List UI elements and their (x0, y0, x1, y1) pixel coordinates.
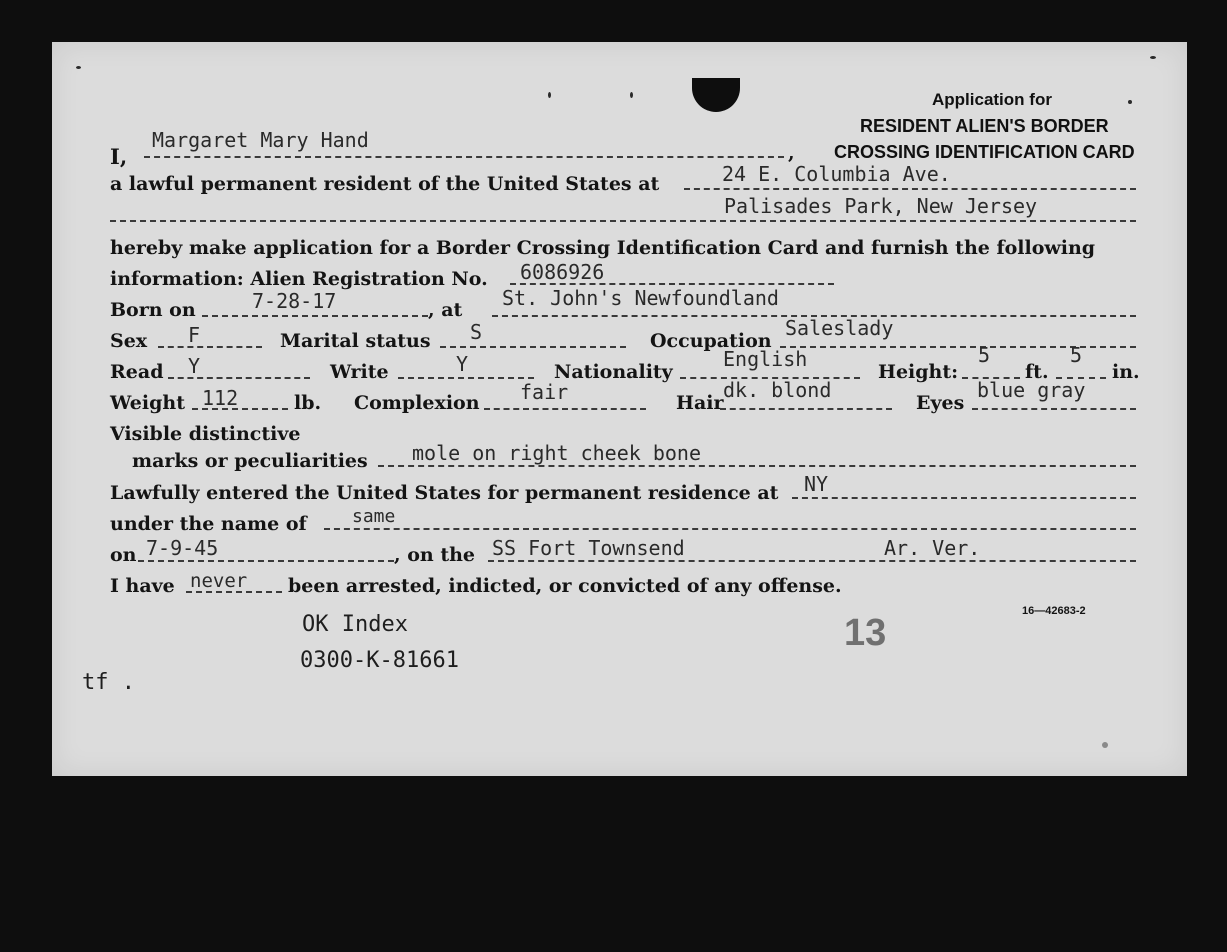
punch-hole (692, 78, 740, 112)
line-born-date (202, 315, 428, 317)
border-crossing-application-card (52, 42, 1187, 776)
label-sex: Sex (110, 330, 148, 352)
value-date-entered: 7-9-45 (146, 536, 219, 560)
header-line-3: CROSSING IDENTIFICATION CARD (834, 142, 1135, 162)
speck (1102, 742, 1108, 748)
line-marks (378, 465, 1136, 467)
speck (548, 92, 551, 98)
line-marital (440, 346, 626, 348)
label-complexion: Complexion (354, 392, 480, 414)
value-arrival-note: Ar. Ver. (884, 536, 981, 560)
value-name-entered: same (352, 506, 396, 527)
label-arrested: been arrested, indicted, or convicted of any offense. (288, 575, 842, 597)
value-complexion: fair (520, 380, 569, 404)
label-have: I have (110, 575, 175, 597)
line-port (792, 497, 1136, 499)
value-sex: F (188, 323, 201, 347)
label-in: in. (1112, 361, 1140, 383)
label-entered: Lawfully entered the United States for permanent residence at (110, 482, 779, 504)
speck (630, 92, 633, 98)
label-under-name: under the name of (110, 513, 307, 535)
value-name: Margaret Mary Hand (152, 128, 369, 152)
value-read: Y (188, 354, 201, 378)
line-name-entered (324, 528, 1136, 530)
value-height-in: 5 (1070, 343, 1083, 367)
label-comma: , (788, 142, 795, 164)
line-never (186, 591, 282, 593)
value-address-1: 24 E. Columbia Ave. (722, 162, 951, 186)
header-line-1: Application for (932, 90, 1052, 109)
speck (76, 66, 81, 69)
label-on-the: , on the (394, 544, 476, 566)
value-marital: S (470, 320, 483, 344)
label-born-on: Born on (110, 299, 196, 321)
label-occupation: Occupation (650, 330, 772, 352)
big-number-stamp: 13 (844, 612, 887, 654)
line-alien-reg (510, 283, 834, 285)
label-i: I, (110, 144, 128, 169)
label-lb: lb. (294, 392, 322, 414)
line-occupation (780, 346, 1136, 348)
label-visible: Visible distinctive (110, 423, 301, 445)
speck (1150, 56, 1156, 59)
value-born-date: 7-28-17 (252, 289, 337, 313)
value-alien-reg: 6086926 (520, 260, 605, 284)
line-write (398, 377, 534, 379)
label-weight: Weight (110, 392, 185, 414)
label-hair: Hair (676, 392, 724, 414)
line-read (168, 377, 310, 379)
line-weight (192, 408, 288, 410)
label-ft: ft. (1025, 361, 1049, 383)
label-read: Read (110, 361, 164, 383)
value-marks: mole on right cheek bone (412, 441, 701, 465)
label-height: Height: (878, 361, 959, 383)
line-address-1 (684, 188, 1136, 190)
value-nationality: English (723, 347, 808, 371)
label-eyes: Eyes (916, 392, 965, 414)
label-write: Write (330, 361, 389, 383)
value-never: never (190, 570, 248, 592)
value-eyes: blue gray (977, 378, 1086, 402)
form-number: 16—42683-2 (1022, 605, 1086, 617)
line-ship (488, 560, 1136, 562)
line-sex (158, 346, 262, 348)
value-hair: dk. blond (723, 378, 832, 402)
label-alien-reg: information: Alien Registration No. (110, 268, 488, 290)
line-date-entered (138, 560, 394, 562)
value-weight: 112 (202, 386, 239, 410)
value-ship: SS Fort Townsend (492, 536, 685, 560)
value-height-ft: 5 (978, 343, 991, 367)
line-complexion (484, 408, 646, 410)
line-name (144, 156, 784, 158)
initials: tf . (82, 670, 135, 695)
label-resident-at: a lawful permanent resident of the United States at (110, 173, 660, 195)
label-nationality: Nationality (554, 361, 673, 383)
value-write: Y (456, 352, 469, 376)
line-address-2 (110, 220, 1136, 222)
label-on: on (110, 544, 137, 566)
value-occupation: Saleslady (785, 316, 894, 340)
value-born-place: St. John's Newfoundland (502, 286, 779, 310)
value-address-2: Palisades Park, New Jersey (724, 194, 1038, 218)
line-eyes (972, 408, 1136, 410)
label-hereby: hereby make application for a Border Crossing Identification Card and furnish the following (110, 237, 1096, 259)
label-at: , at (428, 299, 463, 321)
speck (1128, 100, 1132, 104)
line-hair (720, 408, 892, 410)
file-number-stamp: 0300-K-81661 (300, 648, 459, 673)
ok-index-stamp: OK Index (302, 612, 408, 637)
value-port: NY (804, 472, 829, 496)
label-marital: Marital status (280, 330, 431, 352)
header-line-2: RESIDENT ALIEN'S BORDER (860, 116, 1109, 136)
label-marks: marks or peculiarities (132, 450, 368, 472)
